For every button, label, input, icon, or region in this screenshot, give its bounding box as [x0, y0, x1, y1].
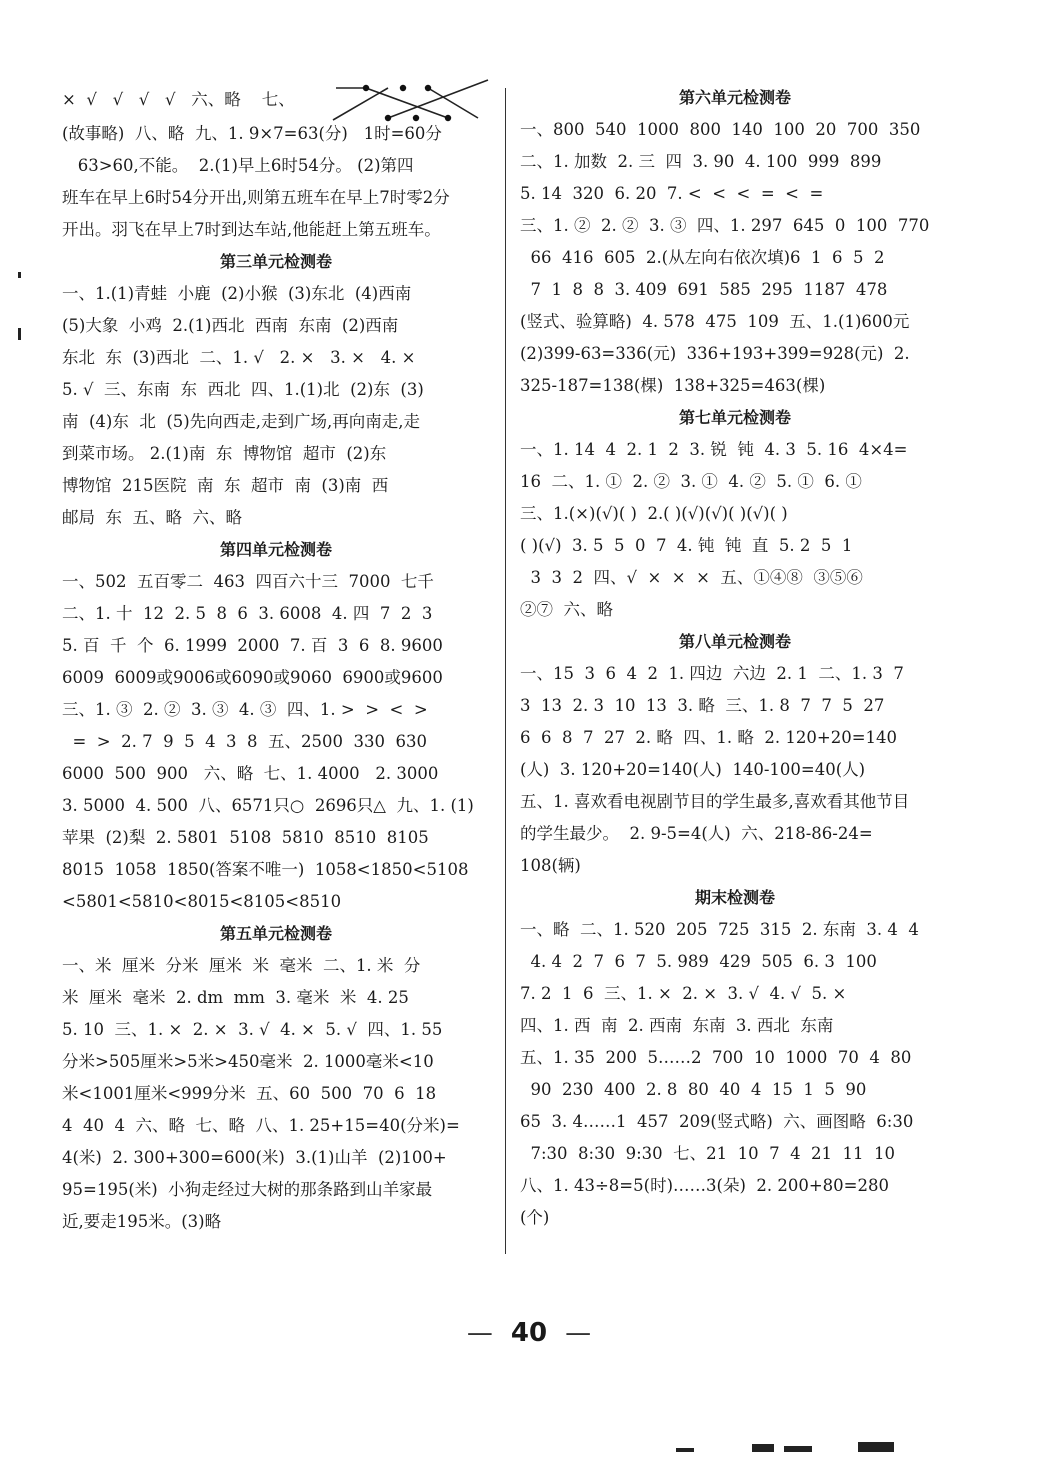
answer-line: 分米>505厘米>5米>450毫米 2. 1000毫米<10 [62, 1052, 434, 1071]
unit7-test-section [520, 402, 950, 626]
answer-line: 325-187=138(棵) 138+325=463(棵) [520, 376, 826, 395]
answer-line: 米<1001厘米<999分米 五、60 500 70 6 18 [62, 1084, 437, 1103]
scan-artifact [858, 1442, 894, 1452]
answer-line: 博物馆 215医院 南 东 超市 南 (3)南 西 [62, 476, 389, 495]
unit3-test-section [62, 246, 490, 534]
answer-line: 五、1. 35 200 5……2 700 10 1000 70 4 80 [520, 1048, 912, 1067]
answer-line: (个) [520, 1208, 550, 1227]
answer-line: 苹果 (2)梨 2. 5801 5108 5810 8510 8105 [62, 828, 429, 847]
scan-artifact [784, 1446, 812, 1452]
answer-line: 90 230 400 2. 8 80 40 4 15 1 5 90 [520, 1080, 867, 1099]
answer-line: 5. 百 千 个 6. 1999 2000 7. 百 3 6 8. 9600 [62, 636, 443, 655]
answer-line: 7 1 8 8 3. 409 691 585 295 1187 478 [520, 280, 888, 299]
answer-line: 南 (4)东 北 (5)先向西走,走到广场,再向南走,走 [62, 412, 420, 431]
answer-line: 一、1. 14 4 2. 1 2 3. 锐 钝 4. 3 5. 16 4×4= [520, 440, 908, 459]
answer-line: 八、1. 43÷8=5(时)……3(朵) 2. 200+80=280 [520, 1176, 889, 1195]
section-title: 第七单元检测卷 [678, 408, 791, 427]
answer-line: 6 6 8 7 27 2. 略 四、1. 略 2. 120+20=140 [520, 728, 898, 747]
scan-artifact [676, 1448, 694, 1452]
answer-line: 三、1. ③ 2. ② 3. ③ 4. ③ 四、1. > > < > [62, 700, 428, 719]
matching-lines-figure [328, 74, 518, 128]
answer-line: 一、502 五百零二 463 四百六十三 7000 七千 [62, 572, 434, 591]
answer-line: 7:30 8:30 9:30 七、21 10 7 4 21 11 10 [520, 1144, 896, 1163]
answer-line: 一、米 厘米 分米 厘米 米 毫米 二、1. 米 分 [62, 956, 421, 975]
section-title: 第三单元检测卷 [219, 252, 332, 271]
unit5-test-section [62, 918, 490, 1238]
answer-line: 一、1.(1)青蛙 小鹿 (2)小猴 (3)东北 (4)西南 [62, 284, 412, 303]
answer-line: (竖式、验算略) 4. 578 475 109 五、1.(1)600元 [520, 312, 910, 331]
answer-line: 4 40 4 六、略 七、略 八、1. 25+15=40(分米)= [62, 1116, 460, 1135]
answer-line: 5. √ 三、东南 东 西北 四、1.(1)北 (2)东 (3) [62, 380, 424, 399]
scan-artifact [18, 328, 21, 340]
answer-line: 班车在早上6时54分开出,则第五班车在早上7时零2分 [62, 188, 450, 207]
answer-line: 一、略 二、1. 520 205 725 315 2. 东南 3. 4 4 [520, 920, 919, 939]
answer-line: 3. 5000 4. 500 八、6571只○ 2696只△ 九、1. (1) [62, 796, 474, 815]
answer-line: 近,要走195米。(3)略 [62, 1212, 222, 1231]
answer-line: 7. 2 1 6 三、1. × 2. × 3. √ 4. √ 5. × [520, 984, 847, 1003]
answer-line: (人) 3. 120+20=140(人) 140-100=40(人) [520, 760, 866, 779]
answer-line: 一、15 3 6 4 2 1. 四边 六边 2. 1 二、1. 3 7 [520, 664, 904, 683]
answer-line: 的学生最少。 2. 9-5=4(人) 六、218-86-24= [520, 824, 873, 843]
section-title: 期末检测卷 [694, 888, 775, 907]
answer-line: 6000 500 900 六、略 七、1. 4000 2. 3000 [62, 764, 439, 783]
answer-line: 4(米) 2. 300+300=600(米) 3.(1)山羊 (2)100+ [62, 1148, 447, 1167]
answer-line: 6009 6009或9006或6090或9060 6900或9600 [62, 668, 443, 687]
answer-line: (2)399-63=336(元) 336+193+399=928(元) 2. [520, 344, 910, 363]
answer-line: 东北 东 (3)西北 二、1. √ 2. × 3. × 4. × [62, 348, 416, 367]
scan-artifact [752, 1444, 774, 1452]
right-column [520, 82, 950, 1234]
answer-line: 66 416 605 2.(从左向右依次填)6 1 6 5 2 [520, 248, 885, 267]
answer-line: = > 2. 7 9 5 4 3 8 五、2500 330 630 [62, 732, 427, 751]
answer-line: × √ √ √ √ 六、略 七、 [62, 90, 295, 109]
story-answer-block [62, 118, 490, 246]
page-number [0, 1318, 1058, 1348]
answer-line: 3 3 2 四、√ × × × 五、①④⑧ ③⑤⑥ [520, 568, 863, 587]
answer-line: 邮局 东 五、略 六、略 [62, 508, 242, 527]
answer-line: 三、1. ② 2. ② 3. ③ 四、1. 297 645 0 100 770 [520, 216, 930, 235]
answer-line: 三、1.(×)(√)( ) 2.( )(√)(√)( )(√)( ) [520, 504, 788, 523]
answer-line: 四、1. 西 南 2. 西南 东南 3. 西北 东南 [520, 1016, 834, 1035]
scan-artifact [18, 272, 21, 278]
section-title: 第五单元检测卷 [219, 924, 332, 943]
unit8-test-section [520, 626, 950, 882]
page-number-dash-left: — [466, 1318, 493, 1348]
answer-line: 3 13 2. 3 10 13 3. 略 三、1. 8 7 7 5 27 [520, 696, 885, 715]
answer-line: 二、1. 加数 2. 三 四 3. 90 4. 100 999 899 [520, 152, 882, 171]
section-title: 第八单元检测卷 [678, 632, 791, 651]
answer-line: 65 3. 4……1 457 209(竖式略) 六、画图略 6:30 [520, 1112, 914, 1131]
answer-line: 63>60,不能。 2.(1)早上6时54分。 (2)第四 [62, 156, 414, 175]
page-number-dash-right: — [565, 1318, 592, 1348]
answer-line: 开出。羽飞在早上7时到达车站,他能赶上第五班车。 [62, 220, 441, 239]
answer-line: 一、800 540 1000 800 140 100 20 700 350 [520, 120, 921, 139]
answer-line: 4. 4 2 7 6 7 5. 989 429 505 6. 3 100 [520, 952, 877, 971]
final-exam-section [520, 882, 950, 1234]
answer-line: ( )(√) 3. 5 5 0 7 4. 钝 钝 直 5. 2 5 1 [520, 536, 853, 555]
answer-line: 8015 1058 1850(答案不唯一) 1058<1850<5108 [62, 860, 469, 879]
answer-line: ②⑦ 六、略 [520, 600, 613, 619]
unit6-test-section [520, 82, 950, 402]
page-number-value: 40 [510, 1318, 548, 1348]
answer-line: <5801<5810<8015<8105<8510 [62, 892, 342, 911]
unit4-test-section [62, 534, 490, 918]
section-title: 第六单元检测卷 [678, 88, 791, 107]
answer-line: 16 二、1. ① 2. ② 3. ① 4. ② 5. ① 6. ① [520, 472, 862, 491]
answer-line: (5)大象 小鸡 2.(1)西北 西南 东南 (2)西南 [62, 316, 399, 335]
column-divider [505, 88, 506, 1254]
answer-line: 米 厘米 毫米 2. dm mm 3. 毫米 米 4. 25 [62, 988, 409, 1007]
section-title: 第四单元检测卷 [219, 540, 332, 559]
matching-answer-row [62, 82, 490, 118]
answer-line: 5. 10 三、1. × 2. × 3. √ 4. × 5. √ 四、1. 55 [62, 1020, 443, 1039]
answer-line: (故事略) 八、略 九、1. 9×7=63(分) 1时=60分 [62, 124, 442, 143]
answer-line: 5. 14 320 6. 20 7. < < < = < = [520, 184, 824, 203]
answer-line: 108(辆) [520, 856, 581, 875]
answer-line: 二、1. 十 12 2. 5 8 6 3. 6008 4. 四 7 2 3 [62, 604, 433, 623]
left-column [62, 82, 490, 1238]
answer-line: 95=195(米) 小狗走经过大树的那条路到山羊家最 [62, 1180, 433, 1199]
answer-line: 到菜市场。 2.(1)南 东 博物馆 超市 (2)东 [62, 444, 387, 463]
answer-line: 五、1. 喜欢看电视剧节目的学生最多,喜欢看其他节目 [520, 792, 910, 811]
